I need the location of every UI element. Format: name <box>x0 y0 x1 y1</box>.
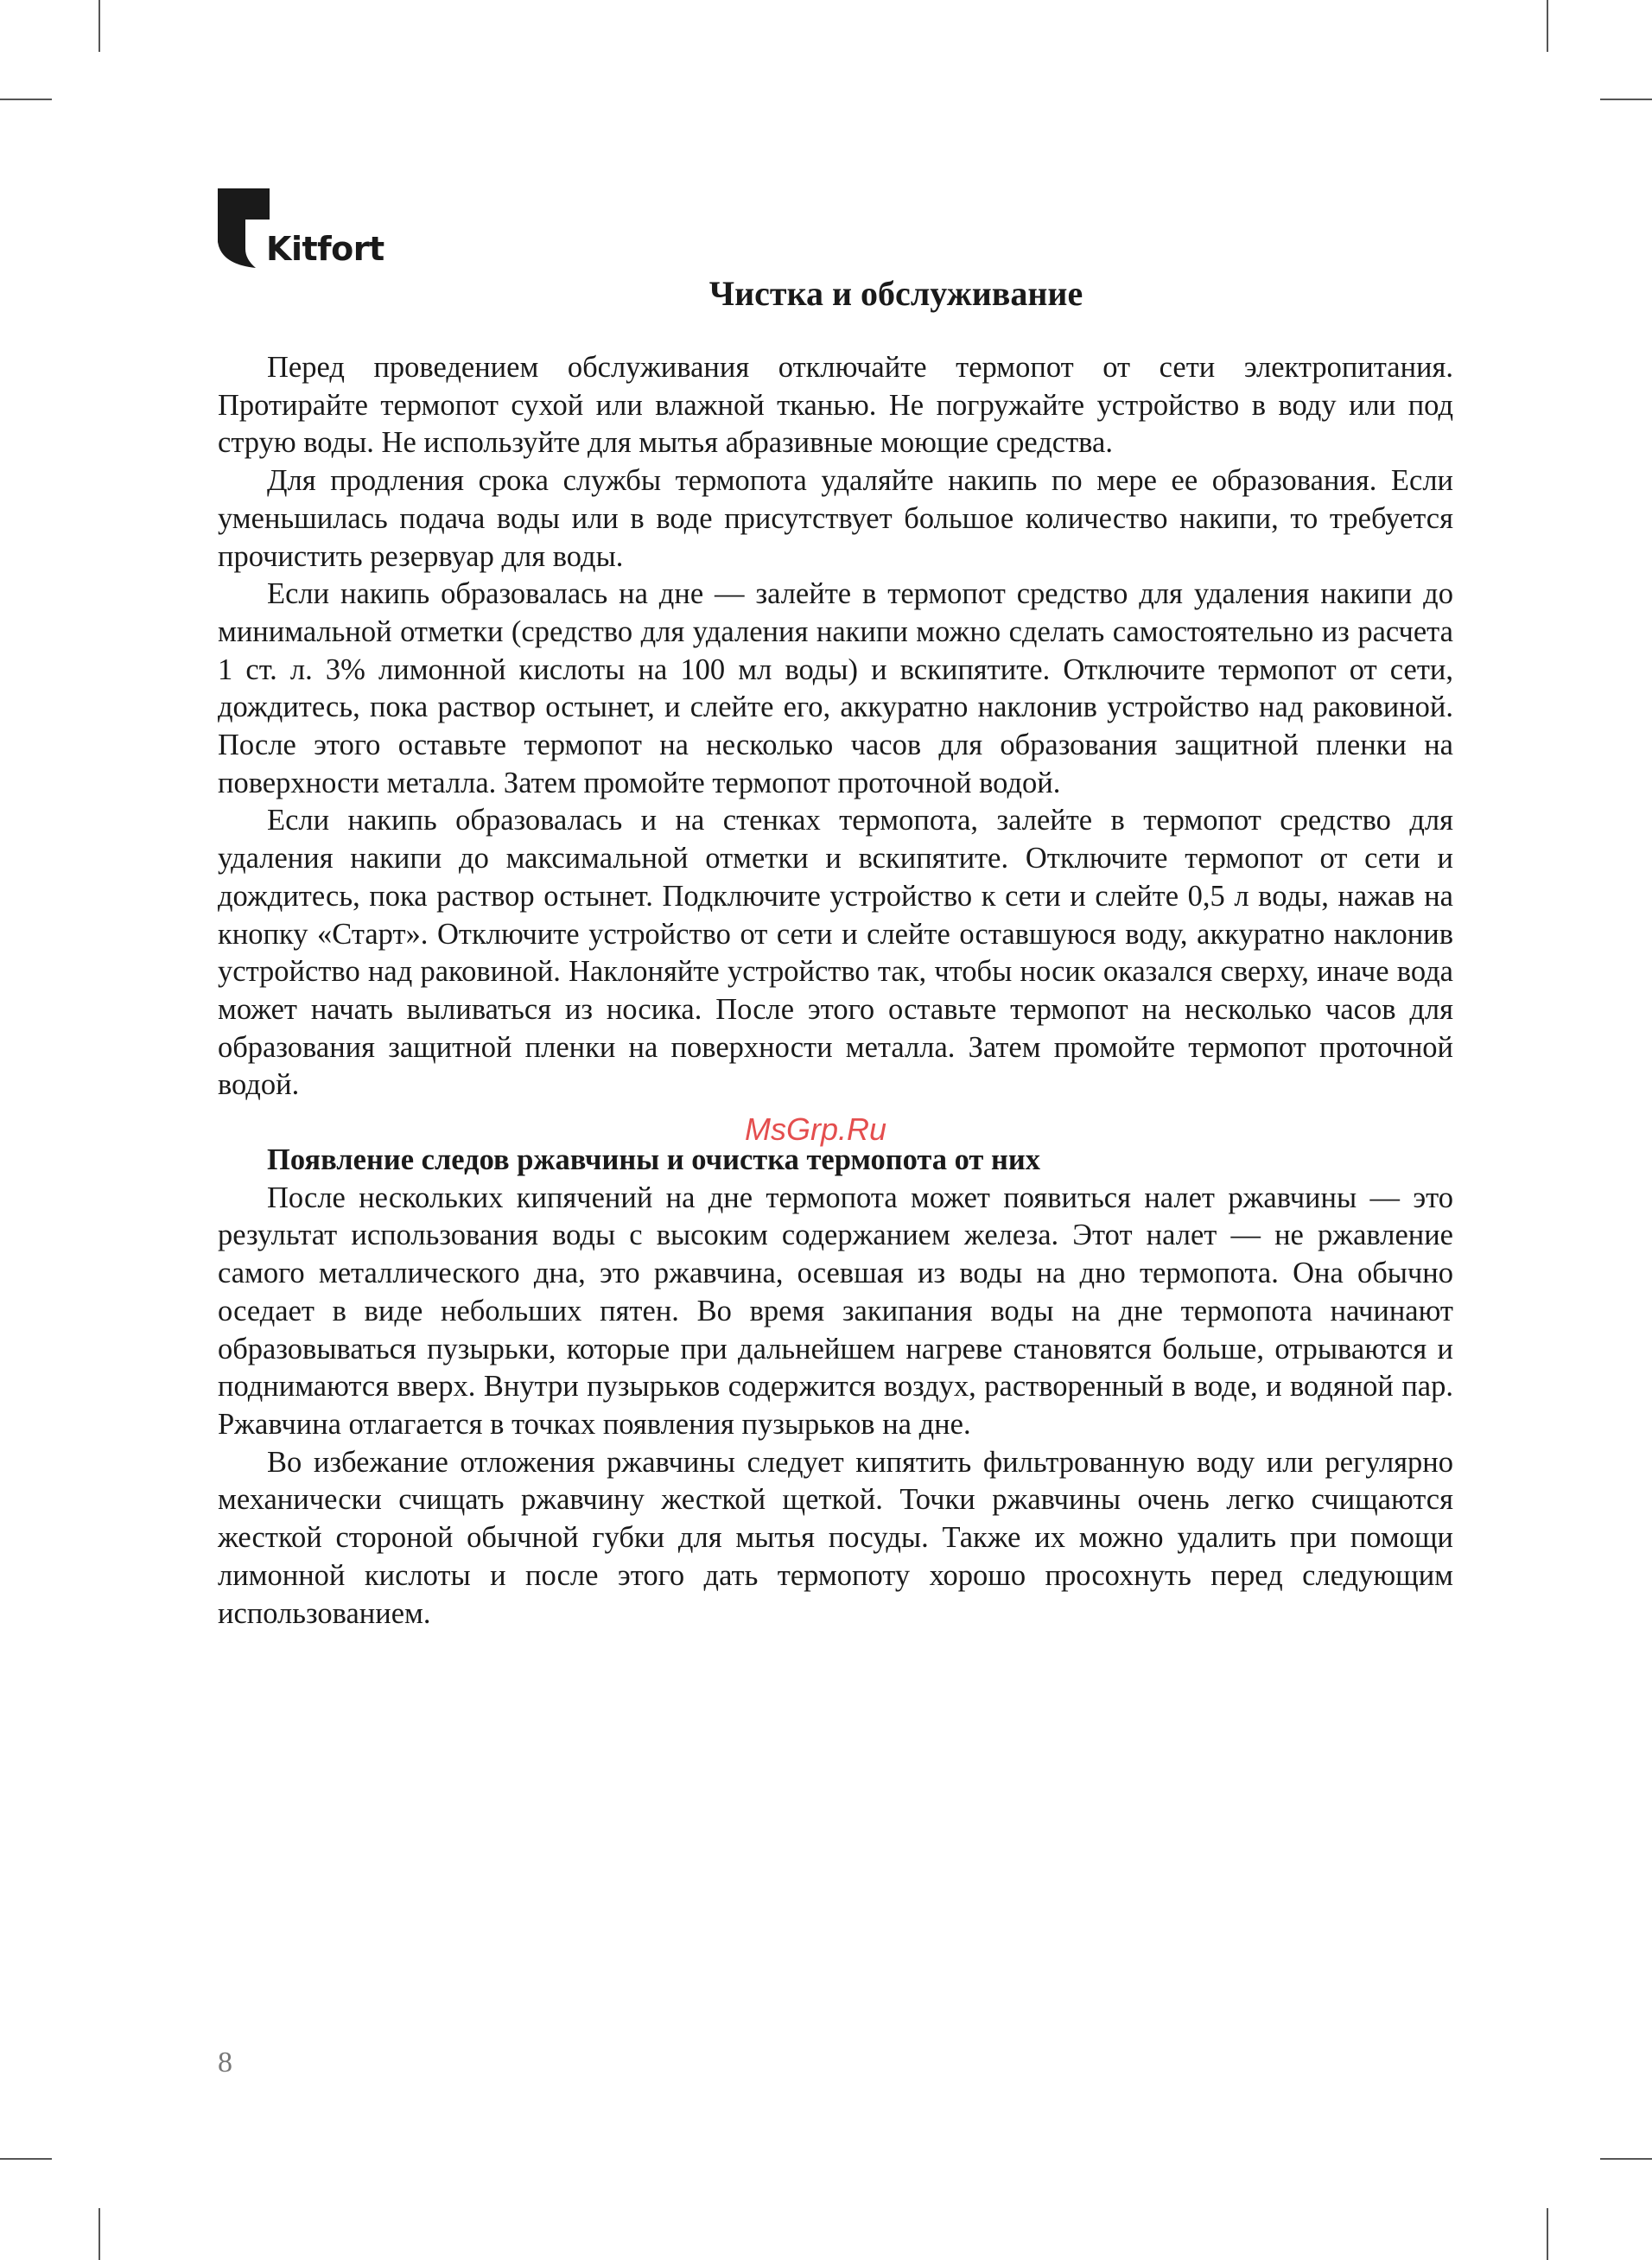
crop-mark <box>1547 0 1548 52</box>
page-title: Чистка и обслуживание <box>708 274 1083 313</box>
paragraph: Если накипь образовалась на дне — залейте в термопот средство для удаления накипи до минимальной отметки (средство для удаления накипи можно сделать самостоятельно из расчета 1 ст. л. 3% лимонной кислоты на 100 мл воды) и вскипятите. Отключите термопот от сети, дождитесь, пока раствор остынет, и слейте его, аккуратно наклонив устройство над раковиной. После этого оставьте термопот на несколько часов для образования защитной пленки на поверхности металла. Затем промойте термопот проточной водой. <box>218 577 1453 799</box>
paragraph: Перед проведением обслуживания отключайте термопот от сети электропитания. Протирайте термопот сухой или влажной тканью. Не погружайте устройство в воду или под струю воды. Не используйте для мытья абразивные моющие средства. <box>218 351 1453 460</box>
paragraph: Для продления срока службы термопота удаляйте накипь по мере ее образования. Если уменьшилась подача воды или в воде присутствует большое количество накипи, то требуется прочистить резервуар для воды. <box>218 464 1453 573</box>
kitfort-logo-icon <box>218 188 270 268</box>
watermark: MsGrp.Ru <box>745 1111 887 1147</box>
page-number: 8 <box>218 2047 232 2079</box>
crop-mark <box>98 0 100 52</box>
paragraph: После нескольких кипячений на дне термопота может появиться налет ржавчины — это результат использования воды с высоким содержанием железа. Этот налет — не ржавление самого металлического дна, это ржавчина, осевшая из воды на дно термопота. Она обычно оседает в виде небольших пятен. Во время закипания воды на дне термопота начинают образовываться пузырьки, которые при дальнейшем нагреве становятся больше, отрываются и поднимаются вверх. Внутри пузырьков содержится воздух, растворенный в воде, и водяной пар. Ржавчина отлагается в точках появления пузырьков на дне. <box>218 1181 1453 1441</box>
paragraph: Во избежание отложения ржавчины следует кипятить фильтрованную воду или регулярно механически счищать ржавчину жесткой щеткой. Точки ржавчины очень легко счищаются жесткой стороной обычной губки для мытья посуды. Также их можно удалить при помощи лимонной кислоты и после этого дать термопоту хорошо просохнуть перед следующим использованием. <box>218 1445 1453 1630</box>
crop-mark <box>1547 2208 1548 2260</box>
section-heading: Появление следов ржавчины и очистка термопота от них <box>267 1143 1040 1177</box>
crop-mark <box>1600 2158 1652 2160</box>
document-body <box>218 349 1453 1633</box>
logo-text: Kitfort <box>266 230 384 268</box>
crop-mark <box>0 99 52 100</box>
paragraph: Если накипь образовалась и на стенках термопота, залейте в термопот средство для удаления накипи до максимальной отметки и вскипятите. Отключите термопот от сети и дождитесь, пока раствор остынет. Подключите устройство к сети и слейте 0,5 л воды, нажав на кнопку «Старт». Отключите устройство от сети и слейте оставшуюся воду, аккуратно наклонив устройство над раковиной. Наклоняйте устройство так, чтобы носик оказался сверху, иначе вода может начать выливаться из носика. После этого оставьте термопот на несколько часов для образования защитной пленки на поверхности металла. Затем промойте термопот проточной водой. <box>218 804 1453 1102</box>
crop-mark <box>98 2208 100 2260</box>
crop-mark <box>0 2158 52 2160</box>
brand-logo <box>218 188 391 275</box>
crop-mark <box>1600 99 1652 100</box>
